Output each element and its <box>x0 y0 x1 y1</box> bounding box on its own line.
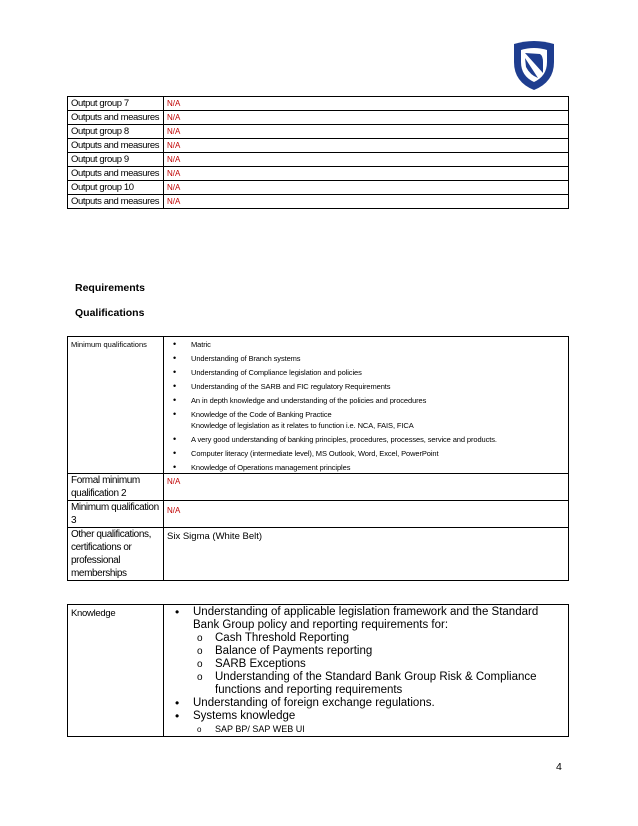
knowledge-item-text: Understanding of applicable legislation framework and the Standard Bank Group policy and reporting requirements for: <box>193 606 539 631</box>
row-label: Output group 7 <box>68 97 164 111</box>
list-item: • Understanding of Compliance legislation and policies <box>167 367 565 381</box>
minimum-qualifications-list <box>167 337 565 473</box>
formal-minimum-qualification-label: Formal minimum qualification 2 <box>68 474 164 501</box>
table-row <box>68 501 569 528</box>
row-label: Outputs and measures <box>68 195 164 209</box>
table-row <box>68 474 569 501</box>
knowledge-item-text: Systems knowledge <box>193 710 296 722</box>
table-row <box>68 605 569 737</box>
row-value: N/A <box>164 139 569 153</box>
minimum-qualification-3-label: Minimum qualification 3 <box>68 501 164 528</box>
list-item <box>167 409 565 434</box>
table-row <box>68 167 569 181</box>
other-qualifications-value: Six Sigma (White Belt) <box>164 528 569 581</box>
list-item: o SARB Exceptions <box>193 658 565 671</box>
table-row <box>68 153 569 167</box>
list-item: • Computer literacy (intermediate level), MS Outlook, Word, Excel, PowerPoint <box>167 448 565 462</box>
row-value: N/A <box>164 167 569 181</box>
row-value: N/A <box>164 111 569 125</box>
requirements-heading: Requirements <box>75 282 146 294</box>
standard-bank-shield-logo <box>510 40 558 92</box>
list-item <box>167 606 565 697</box>
row-label: Output group 9 <box>68 153 164 167</box>
list-item: • Matric <box>167 339 565 353</box>
list-item: • Knowledge of Operations management principles <box>167 462 565 473</box>
row-value: N/A <box>164 125 569 139</box>
table-row <box>68 337 569 474</box>
knowledge-label: Knowledge <box>68 605 164 737</box>
row-label: Outputs and measures <box>68 139 164 153</box>
formal-minimum-qualification-value: N/A <box>164 474 569 501</box>
outputs-table <box>67 96 569 209</box>
knowledge-list <box>167 605 565 736</box>
list-item: • A very good understanding of banking principles, procedures, processes, service and products. <box>167 434 565 448</box>
table-row <box>68 111 569 125</box>
list-item: o Cash Threshold Reporting <box>193 632 565 645</box>
list-item: • Understanding of Branch systems <box>167 353 565 367</box>
table-row <box>68 97 569 111</box>
table-row <box>68 195 569 209</box>
minimum-qualifications-label: Minimum qualifications <box>68 337 164 474</box>
list-item-line: Knowledge of legislation as it relates to function i.e. NCA, FAIS, FICA <box>191 421 414 430</box>
knowledge-table <box>67 604 569 737</box>
list-item <box>167 710 565 736</box>
table-row <box>68 139 569 153</box>
row-label: Outputs and measures <box>68 167 164 181</box>
table-row <box>68 181 569 195</box>
table-row <box>68 125 569 139</box>
row-value: N/A <box>164 195 569 209</box>
row-label: Outputs and measures <box>68 111 164 125</box>
list-item: o SAP BP/ SAP WEB UI <box>193 723 565 736</box>
list-item: • An in depth knowledge and understanding of the policies and procedures <box>167 395 565 409</box>
list-item: • Understanding of the SARB and FIC regulatory Requirements <box>167 381 565 395</box>
systems-sub-list <box>193 723 565 736</box>
knowledge-list-cell <box>164 605 569 737</box>
row-label: Output group 10 <box>68 181 164 195</box>
row-value: N/A <box>164 97 569 111</box>
row-label: Output group 8 <box>68 125 164 139</box>
row-value: N/A <box>164 153 569 167</box>
minimum-qualification-3-value: N/A <box>164 501 569 528</box>
other-qualifications-label: Other qualifications, certifications or professional memberships <box>68 528 164 581</box>
qualifications-table <box>67 336 569 581</box>
list-item-line: • Knowledge of the Code of Banking Practice <box>191 410 332 419</box>
knowledge-sub-list <box>193 632 565 697</box>
page-number: 4 <box>556 761 562 773</box>
minimum-qualifications-list-cell <box>164 337 569 474</box>
table-row <box>68 528 569 581</box>
row-value: N/A <box>164 181 569 195</box>
list-item: o Balance of Payments reporting <box>193 645 565 658</box>
qualifications-heading: Qualifications <box>75 307 145 319</box>
list-item: • Understanding of foreign exchange regulations. <box>167 697 565 710</box>
list-item: o Understanding of the Standard Bank Group Risk & Compliance functions and reporting requirements <box>193 671 565 697</box>
